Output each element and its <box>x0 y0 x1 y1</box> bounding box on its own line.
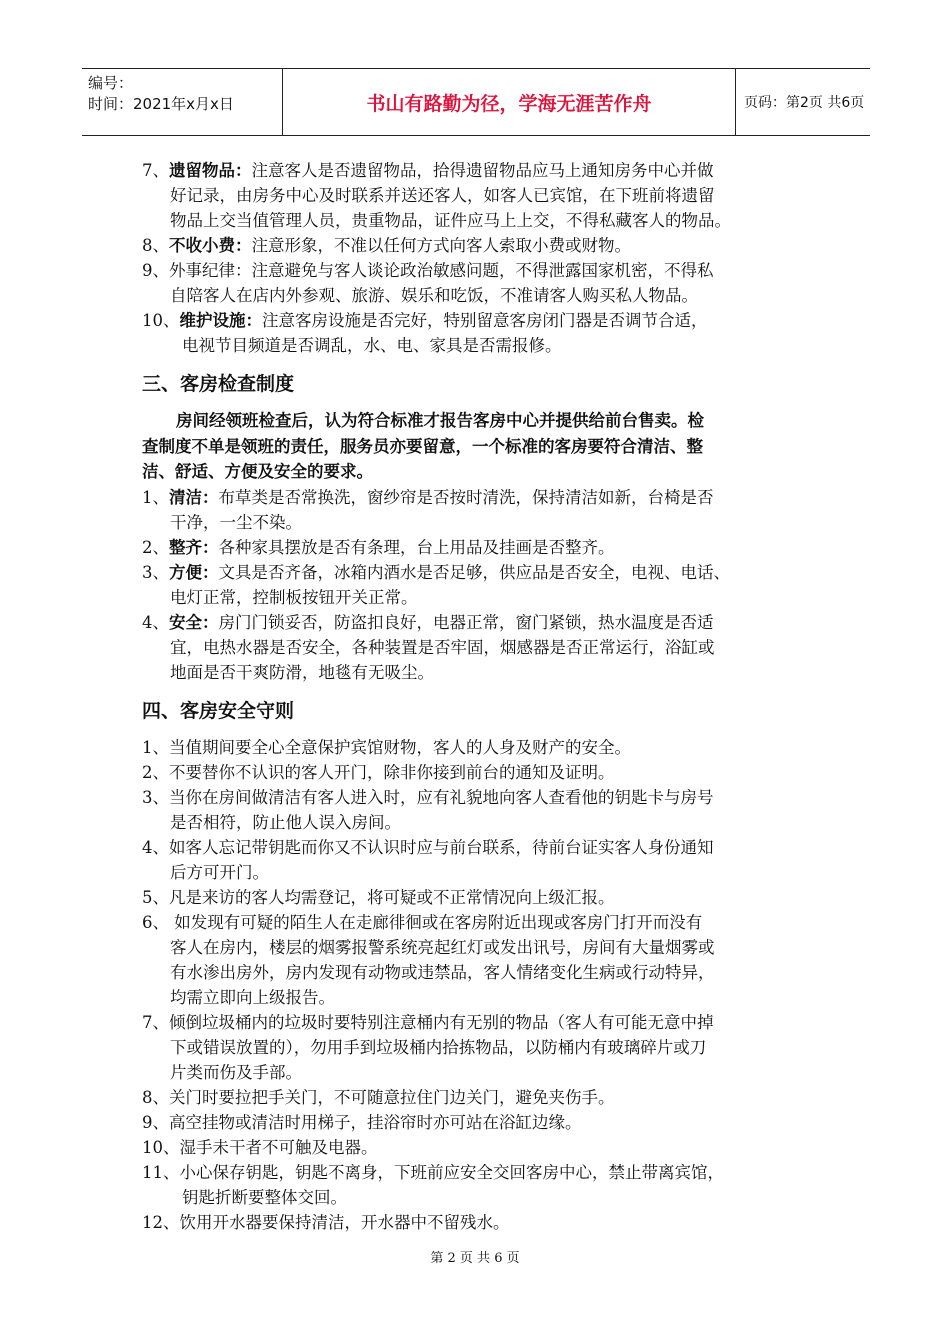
item-text-continued: 物品上交当值管理人员，贵重物品，证件应马上上交，不得私藏客人的物品。 <box>170 211 731 230</box>
list-item <box>142 258 842 308</box>
section4-list <box>142 735 842 1235</box>
list-item <box>142 610 842 685</box>
item-number: 4、 <box>142 837 169 857</box>
section4-title: 四、客房安全守则 <box>142 699 295 722</box>
list-item <box>142 885 842 910</box>
item-text: 如发现有可疑的陌生人在走廊徘徊或在客房附近出现或客房门打开而没有 <box>169 912 703 932</box>
list-item <box>142 735 842 760</box>
item-number: 10、 <box>142 1137 180 1157</box>
item-text: 高空挂物或清洁时用梯子，挂浴帘时亦可站在浴缸边缘。 <box>169 1112 582 1132</box>
item-text-continued: 是否相符，防止他人误入房间。 <box>170 812 401 832</box>
section3-intro <box>142 408 842 485</box>
item-text: 当值期间要全心全意保护宾馆财物，客人的人身及财产的安全。 <box>169 737 631 757</box>
item-heading: 维护设施： <box>179 311 262 330</box>
header-motto: 书山有路勤为径，学海无涯苦作舟 <box>282 69 736 135</box>
number-label: 编号： <box>88 74 134 92</box>
item-text-continued: 片类而伤及手部。 <box>170 1062 302 1082</box>
list-item <box>142 785 842 835</box>
item-heading: 清洁： <box>169 487 219 507</box>
header-page-info: 页码：第2页 共6页 <box>744 95 865 111</box>
intro-line: 洁、舒适、方便及安全的要求。 <box>142 462 373 481</box>
item-text-continued: 均需立即向上级报告。 <box>170 987 335 1007</box>
header-meta <box>82 69 282 135</box>
item-number: 2、 <box>142 762 169 782</box>
list-item <box>142 158 842 233</box>
item-text: 湿手未干者不可触及电器。 <box>179 1137 378 1157</box>
conduct-list <box>142 158 842 358</box>
item-number: 9、 <box>142 261 169 280</box>
document-body <box>142 158 842 1235</box>
list-item <box>142 485 842 535</box>
item-number: 3、 <box>142 562 169 582</box>
item-text: 布草类是否常换洗，窗纱帘是否按时清洗，保持清洁如新，台椅是否 <box>218 487 714 507</box>
item-number: 12、 <box>142 1212 180 1232</box>
list-item <box>142 535 842 560</box>
item-text: 各种家具摆放是否有条理，台上用品及挂画是否整齐。 <box>218 537 615 557</box>
item-number: 2、 <box>142 537 169 557</box>
item-text: 文具是否齐备，冰箱内酒水是否足够，供应品是否安全，电视、电话、 <box>218 562 730 582</box>
item-number: 11、 <box>142 1162 180 1182</box>
item-text: 倾倒垃圾桶内的垃圾时要特别注意桶内有无别的物品（客人有可能无意中掉 <box>169 1012 714 1032</box>
item-text-continued: 地面是否干爽防滑，地毯有无吸尘。 <box>170 662 434 682</box>
item-text-continued: 自陪客人在店内外参观、旅游、娱乐和吃饭，不准请客人购买私人物品。 <box>170 286 698 305</box>
list-item <box>142 835 842 885</box>
intro-line: 查制度不单是领班的责任，服务员亦要留意，一个标准的客房要符合清洁、整 <box>142 436 703 456</box>
page-footer: 第 2 页 共 6 页 <box>430 1251 520 1266</box>
list-item <box>142 1110 842 1135</box>
list-item <box>142 560 842 610</box>
list-item <box>142 308 842 358</box>
section3-title: 三、客房检查制度 <box>142 373 295 395</box>
item-text-continued: 干净，一尘不染。 <box>170 512 302 532</box>
list-item <box>142 910 842 1010</box>
item-text-continued: 电灯正常，控制板按钮开关正常。 <box>170 587 418 607</box>
list-item <box>142 1085 842 1110</box>
item-text: 房门门锁妥否，防盗扣良好，电器正常，窗门紧锁，热水温度是否适 <box>218 612 714 632</box>
item-number: 8、 <box>142 236 169 255</box>
item-heading: 整齐： <box>169 537 219 557</box>
item-text-continued: 客人在房内，楼层的烟雾报警系统亮起红灯或发出讯号，房间有大量烟雾或 <box>170 937 715 957</box>
item-number: 6、 <box>142 912 169 932</box>
item-text: 凡是来访的客人均需登记，将可疑或不正常情况向上级汇报。 <box>169 887 615 907</box>
item-text-continued: 钥匙折断要整体交回。 <box>182 1187 347 1207</box>
item-text-continued: 后方可开门。 <box>170 862 269 882</box>
time-label: 时间：2021年x月x日 <box>88 95 234 113</box>
list-item <box>142 1135 842 1160</box>
item-text: 注意客房设施是否完好，特别留意客房闭门器是否调节合适， <box>262 311 708 330</box>
page-header <box>82 68 870 136</box>
item-text: 关门时要拉把手关门，不可随意拉住门边关门，避免夹伤手。 <box>169 1087 615 1107</box>
item-text: 饮用开水器要保持清洁，开水器中不留残水。 <box>179 1212 510 1232</box>
item-heading: 不收小费： <box>169 236 252 255</box>
item-text-continued: 下或错误放置的），勿用手到垃圾桶内拾拣物品，以防桶内有玻璃碎片或刀 <box>170 1037 707 1057</box>
item-number: 7、 <box>142 1012 169 1032</box>
list-item <box>142 233 842 258</box>
list-item <box>142 1210 842 1235</box>
item-number: 5、 <box>142 887 169 907</box>
item-text-continued: 有水渗出房外，房内发现有动物或违禁品，客人情绪变化生病或行动特异， <box>170 962 715 982</box>
item-text: 注意客人是否遗留物品，拾得遗留物品应马上通知房务中心并做 <box>251 161 714 180</box>
item-text: 不要替你不认识的客人开门，除非你接到前台的通知及证明。 <box>169 762 615 782</box>
item-number: 1、 <box>142 487 169 507</box>
item-heading: 遗留物品： <box>169 161 252 180</box>
item-text: 外事纪律：注意避免与客人谈论政治敏感问题，不得泄露国家机密，不得私 <box>169 261 714 280</box>
item-heading: 安全： <box>169 612 219 632</box>
item-text: 如客人忘记带钥匙而你又不认识时应与前台联系，待前台证实客人身份通知 <box>169 837 714 857</box>
item-number: 7、 <box>142 161 169 180</box>
item-text: 小心保存钥匙，钥匙不离身，下班前应安全交回客房中心，禁止带离宾馆， <box>179 1162 724 1182</box>
item-number: 9、 <box>142 1112 169 1132</box>
item-text-continued: 好记录，由房务中心及时联系并送还客人，如客人已宾馆，在下班前将遗留 <box>170 186 715 205</box>
item-text-continued: 电视节目频道是否调乱，水、电、家具是否需报修。 <box>182 336 562 355</box>
list-item <box>142 1010 842 1085</box>
item-number: 1、 <box>142 737 169 757</box>
section3-list <box>142 485 842 685</box>
item-text: 注意形象，不准以任何方式向客人索取小费或财物。 <box>251 236 631 255</box>
intro-line: 房间经领班检查后，认为符合标准才报告客房中心并提供给前台售卖。检 <box>176 411 704 430</box>
item-number: 10、 <box>142 311 180 330</box>
item-number: 4、 <box>142 612 169 632</box>
list-item <box>142 1160 842 1210</box>
item-heading: 方便： <box>169 562 219 582</box>
item-number: 3、 <box>142 787 169 807</box>
item-text: 当你在房间做清洁有客人进入时，应有礼貌地向客人查看他的钥匙卡与房号 <box>169 787 714 807</box>
item-number: 8、 <box>142 1087 169 1107</box>
item-text-continued: 宜，电热水器是否安全，各种装置是否牢固，烟感器是否正常运行，浴缸或 <box>170 637 715 657</box>
list-item <box>142 760 842 785</box>
